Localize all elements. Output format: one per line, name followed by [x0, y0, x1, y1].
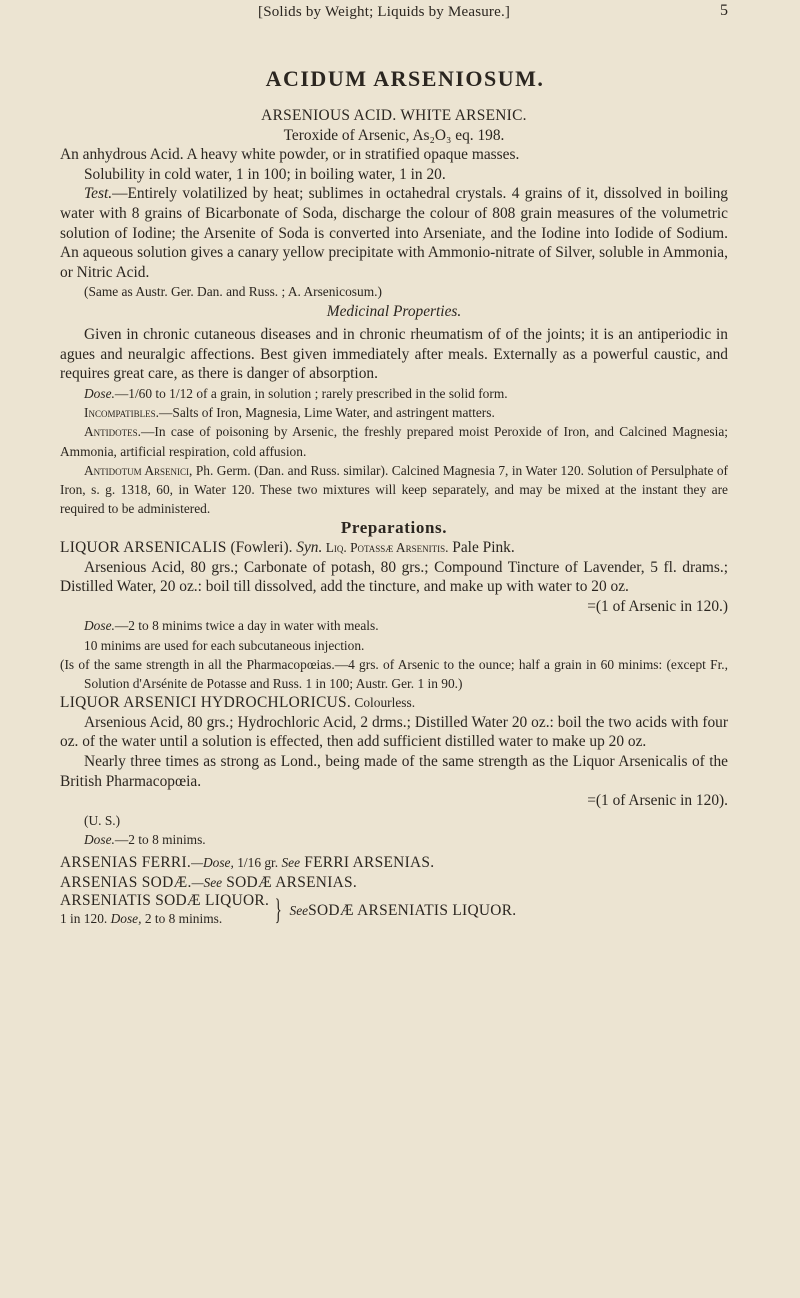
liquor-arsenicalis-dose	[60, 616, 728, 635]
antidotes-label: Antidotes.	[84, 424, 142, 440]
cross-ref-ferri-see: See	[281, 855, 301, 871]
dose-paragraph	[60, 384, 728, 403]
solubility: Solubility in cold water, 1 in 100; in boiling water, 1 in 20.	[84, 165, 446, 183]
incompatibles-text: —Salts of Iron, Magnesia, Lime Water, and astringent matters.	[159, 405, 495, 421]
liquor-hydrochloricus-heading	[60, 693, 728, 713]
antidotum-text: Ph. Germ. (Dan. and Russ. similar). Calcined Magnesia 7, in Water 120. Solution of Persulphate of Iron, s. g. 1318, 60, in Water 120. These two mixtures will keep separately, and may be mixed at the instant they are required to be administered.	[60, 462, 728, 517]
cross-ref-liquor-left	[60, 892, 269, 928]
test-label: Test.	[84, 185, 113, 203]
medicinal-text: Given in chronic cutaneous diseases and in chronic rheumatism of of the joints; it is an antiperiodic in agues and neuralgic affections. Best given immediately after meals. Externally as a powerful caustic, and requires great care, as there is danger of absorption.	[60, 326, 728, 383]
liquor-hydrochloricus-note: Nearly three times as strong as Lond., being made of the same strength as the Liquor Arsenicalis of the British Pharmacopœia.	[60, 752, 728, 790]
cross-ref-liquor-dose: 2 to 8 minims.	[141, 911, 223, 927]
liquor-hydrochloricus-name: LIQUOR ARSENICI HYDROCHLORICUS.	[60, 694, 352, 712]
cross-ref-ferri-target[interactable]: FERRI ARSENIAS.	[300, 854, 435, 872]
liquor-hydrochloricus-dose-text: —2 to 8 minims.	[114, 831, 206, 847]
liquor-hydrochloricus-dose	[60, 830, 728, 849]
description: An anhydrous Acid. A heavy white powder, or in stratified opaque masses.	[60, 146, 520, 164]
antidotum-label: Antidotum Arsenici,	[84, 462, 193, 478]
cross-ref-liquor-name: ARSENIATIS SODÆ LIQUOR.	[60, 892, 270, 910]
cross-ref-sodae-name: ARSENIAS SODÆ.	[60, 873, 192, 891]
cross-ref-liquor-target[interactable]: SODÆ ARSENIATIS LIQUOR.	[308, 901, 517, 919]
liquor-arsenicalis-dose-text: —2 to 8 minims twice a day in water with meals.	[114, 618, 379, 634]
same-as-note: (Same as Austr. Ger. Dan. and Russ. ; A. Arsenicosum.)	[84, 284, 382, 300]
incompatibles-paragraph	[60, 403, 728, 422]
cross-ref-sodae	[60, 873, 728, 893]
page-number: 5	[720, 2, 728, 19]
formula: Teroxide of Arsenic, As₂O₃ eq. 198.	[283, 126, 505, 144]
cross-ref-ferri	[60, 853, 728, 873]
cross-ref-ferri-dose-label: —Dose,	[191, 855, 234, 871]
preparations-heading: Preparations.	[340, 518, 448, 538]
cross-ref-liquor-ratio: 1 in 120.	[60, 911, 111, 927]
liquor-arsenicalis-author: (Fowleri).	[226, 538, 297, 556]
test-text: —Entirely volatilized by heat; sublimes in octahedral crystals. 4 grains of it, dissolved in boiling water with 8 grains of Bicarbonate of Soda, discharge the colour of 808 grain measures of the volumetric solution of Iodine; the Arsenite of Soda is converted into Arseniate, and the Iodine into Iodide of Sodium. An aqueous solution gives a canary yellow precipitate with Ammonio-nitrate of Silver, soluble in Ammonia, or Nitric Acid.	[60, 185, 728, 281]
cross-ref-liquor-dose-label: Dose,	[110, 911, 142, 927]
incompatibles-label: Incompatibles.	[84, 405, 159, 421]
liquor-arsenicalis-syn-label: Syn.	[296, 538, 323, 556]
liquor-arsenicalis-note2: (Is of the same strength in all the Pharmacopœias.—4 grs. of Arsenic to the ounce; half a grain in 60 minims: (except Fr., Solution d'Arsénite de Potasse and Russ. 1 in 100; Austr. Ger. 1 in 90.)	[60, 656, 728, 691]
liquor-arsenicalis-heading	[60, 538, 728, 558]
liquor-arsenicalis-dose-label: Dose.	[84, 618, 115, 634]
liquor-hydrochloricus-strength: =(1 of Arsenic in 120).	[587, 792, 728, 810]
dose-text: —1/60 to 1/12 of a grain, in solution ; rarely prescribed in the solid form.	[114, 385, 508, 401]
entry-title: ACIDUM ARSENIOSUM.	[265, 66, 545, 91]
antidotes-text: —In case of poisoning by Arsenic, the freshly prepared moist Peroxide of Iron, and Calcined Magnesia; Ammonia, artificial respiration, cold affusion.	[60, 424, 728, 459]
liquor-arsenicalis-colour: Pale Pink.	[448, 538, 515, 556]
liquor-arsenicalis-note1: 10 minims are used for each subcutaneous injection.	[84, 637, 365, 653]
running-head: [Solids by Weight; Liquids by Measure.]	[258, 4, 511, 20]
cross-ref-ferri-dose: 1/16 gr.	[233, 855, 282, 871]
right-brace-glyph: }	[274, 893, 282, 927]
liquor-hydrochloricus-source: (U. S.)	[84, 812, 121, 828]
liquor-hydrochloricus-dose-label: Dose.	[84, 831, 115, 847]
medicinal-heading: Medicinal Properties.	[326, 302, 462, 320]
synonyms: ARSENIOUS ACID. WHITE ARSENIC.	[261, 107, 527, 124]
liquor-hydrochloricus-colour: Colourless.	[351, 695, 416, 711]
cross-ref-sodae-see: —See	[191, 874, 223, 890]
test-paragraph	[60, 184, 728, 282]
liquor-arsenicalis-syn: Liq. Potassæ Arsenitis.	[322, 539, 449, 555]
liquor-arsenicalis-strength: =(1 of Arsenic in 120.)	[587, 597, 728, 615]
cross-ref-liquor	[60, 892, 728, 928]
dose-label: Dose.	[84, 385, 115, 401]
liquor-hydrochloricus-text: Arsenious Acid, 80 grs.; Hydrochloric Acid, 2 drms.; Distilled Water 20 oz.: boil the two acids with four oz. of the water until a solution is effected, then add sufficient distilled water to make up 20 oz.	[60, 713, 728, 751]
cross-ref-liquor-see: See	[289, 902, 309, 918]
liquor-arsenicalis-text: Arsenious Acid, 80 grs.; Carbonate of potash, 80 grs.; Compound Tincture of Lavender, 5 fl. drams.; Distilled Water, 20 oz.: boil till dissolved, add the tincture, and make up with water to 20 oz.	[60, 558, 728, 596]
antidotum-paragraph	[60, 461, 728, 519]
liquor-arsenicalis-name: LIQUOR ARSENICALIS	[60, 538, 227, 556]
cross-ref-sodae-target[interactable]: SODÆ ARSENIAS.	[222, 873, 358, 891]
antidotes-paragraph	[60, 422, 728, 460]
cross-ref-ferri-name: ARSENIAS FERRI.	[60, 854, 192, 872]
entry-body	[60, 106, 728, 928]
